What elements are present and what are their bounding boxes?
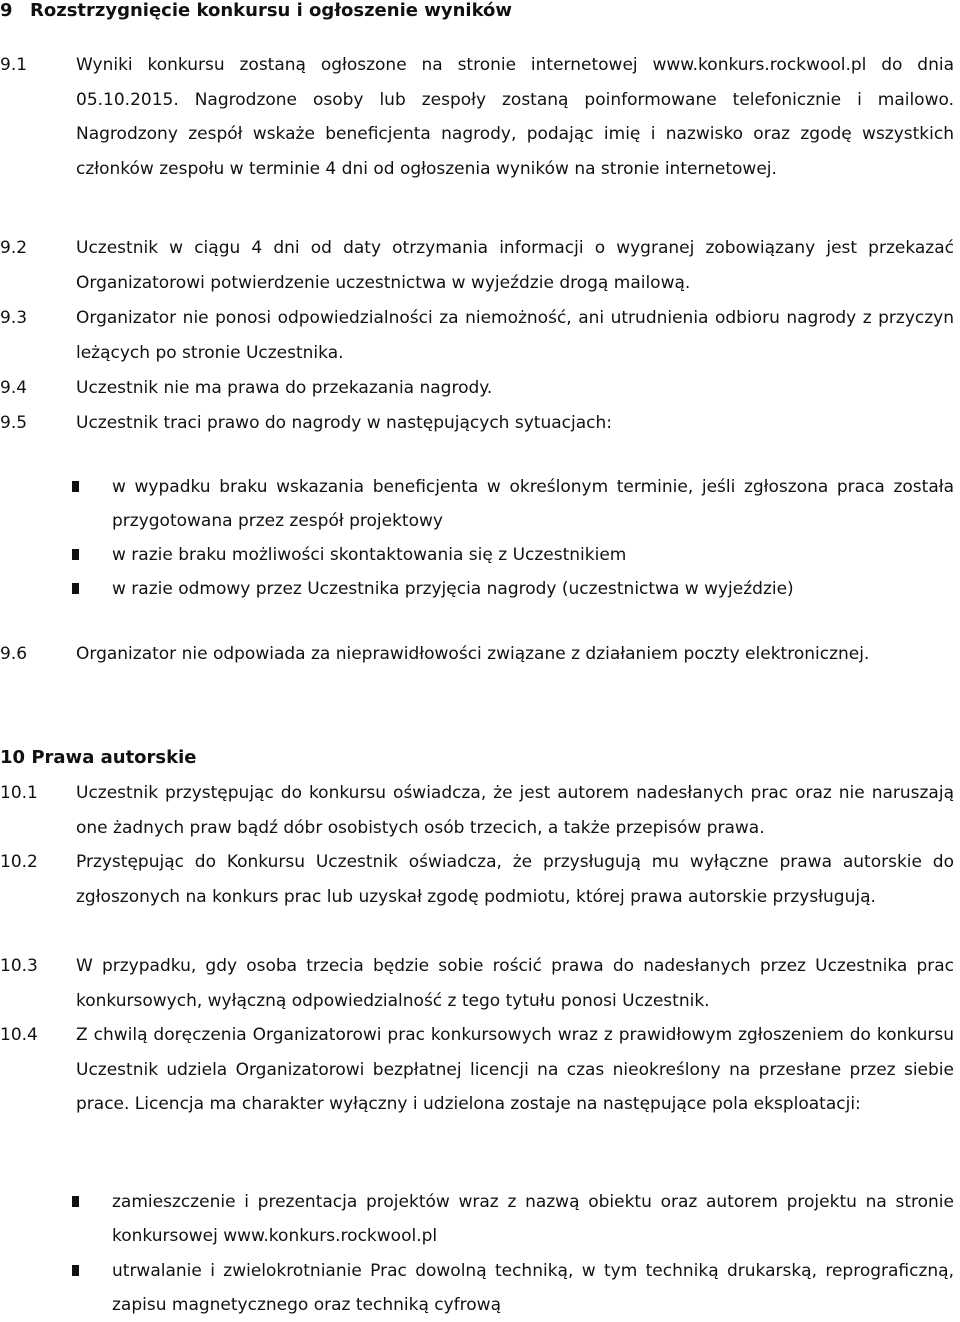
- square-bullet-icon: [72, 583, 79, 594]
- section-title: Prawa autorskie: [31, 747, 197, 768]
- paragraph-number: 9.2: [0, 238, 28, 258]
- bullet-item: [0, 1185, 954, 1253]
- paragraph-9-2: [0, 231, 954, 300]
- square-bullet-icon: [72, 481, 79, 492]
- paragraph-number: 9.1: [0, 55, 28, 75]
- section-heading-10: [0, 747, 196, 768]
- paragraph-number: 9.6: [0, 644, 28, 664]
- paragraph-number: 10.1: [0, 783, 38, 803]
- bullet-text: zamieszczenie i prezentacja projektów wraz z nazwą obiektu oraz autorem projektu na stronie konkursowej www.konkurs.rockwool.pl: [112, 1192, 954, 1246]
- paragraph-number: 10.4: [0, 1025, 38, 1045]
- paragraph-text: Wyniki konkursu zostaną ogłoszone na stronie internetowej www.konkurs.rockwool.pl do dnia 05.10.2015. Nagrodzone osoby lub zespoły zostaną poinformowane telefonicznie i mailowo. Nagrodzony zespół wskaże beneficjenta nagrody, podając imię i nazwisko oraz zgodę wszystkich członków zespołu w terminie 4 dni od ogłoszenia wyników na stronie internetowej.: [76, 55, 954, 179]
- bullet-item: [0, 470, 954, 538]
- square-bullet-icon: [72, 1196, 79, 1207]
- section-number: 9: [0, 0, 13, 21]
- paragraph-number: 9.3: [0, 308, 28, 328]
- paragraph-text: Uczestnik nie ma prawa do przekazania nagrody.: [76, 378, 493, 398]
- paragraph-text: W przypadku, gdy osoba trzecia będzie sobie rościć prawa do nadesłanych przez Uczestnika prac konkursowych, wyłączną odpowiedzialność z tego tytułu ponosi Uczestnik.: [76, 956, 954, 1011]
- bullet-item: [0, 572, 954, 606]
- paragraph-text: Uczestnik w ciągu 4 dni od daty otrzymania informacji o wygranej zobowiązany jest przekazać Organizatorowi potwierdzenie uczestnictwa w wyjeździe drogą mailową.: [76, 238, 954, 293]
- bullet-text: w razie odmowy przez Uczestnika przyjęcia nagrody (uczestnictwa w wyjeździe): [112, 579, 794, 599]
- paragraph-text: Z chwilą doręczenia Organizatorowi prac konkursowych wraz z prawidłowym zgłoszeniem do konkursu Uczestnik udziela Organizatorowi bezpłatnej licencji na czas nieokreślony na przesłane przez siebie prace. Licencja ma charakter wyłączny i udzielona zostaje na następujące pola eksploatacji:: [76, 1025, 954, 1114]
- paragraph-10-2: [0, 845, 954, 914]
- square-bullet-icon: [72, 1265, 79, 1276]
- square-bullet-icon: [72, 549, 79, 560]
- section-heading-9: [0, 0, 512, 21]
- bullet-text: w wypadku braku wskazania beneficjenta w określonym terminie, jeśli zgłoszona praca została przygotowana przez zespół projektowy: [112, 477, 954, 531]
- paragraph-9-5: [0, 406, 954, 441]
- paragraph-9-4: [0, 371, 954, 406]
- paragraph-number: 9.4: [0, 378, 28, 398]
- paragraph-text: Uczestnik traci prawo do nagrody w następujących sytuacjach:: [76, 413, 612, 433]
- paragraph-9-3: [0, 301, 954, 370]
- paragraph-text: Organizator nie odpowiada za nieprawidłowości związane z działaniem poczty elektronicznej.: [76, 644, 870, 664]
- bullet-item: [0, 1254, 954, 1322]
- bullet-item: [0, 538, 954, 572]
- paragraph-text: Organizator nie ponosi odpowiedzialności za niemożność, ani utrudnienia odbioru nagrody z przyczyn leżących po stronie Uczestnika.: [76, 308, 954, 363]
- paragraph-9-6: [0, 637, 954, 672]
- section-title: Rozstrzygnięcie konkursu i ogłoszenie wyników: [30, 0, 513, 21]
- paragraph-9-1: [0, 48, 954, 186]
- paragraph-number: 10.3: [0, 956, 38, 976]
- paragraph-10-1: [0, 776, 954, 845]
- paragraph-number: 9.5: [0, 413, 28, 433]
- paragraph-text: Uczestnik przystępując do konkursu oświadcza, że jest autorem nadesłanych prac oraz nie naruszają one żadnych praw bądź dóbr osobistych osób trzecich, a także przepisów prawa.: [76, 783, 954, 838]
- paragraph-number: 10.2: [0, 852, 38, 872]
- bullet-text: utrwalanie i zwielokrotnianie Prac dowolną techniką, w tym techniką drukarską, reprograficzną, zapisu magnetycznego oraz techniką cyfrową: [112, 1261, 954, 1315]
- paragraph-10-3: [0, 949, 954, 1018]
- paragraph-10-4: [0, 1018, 954, 1122]
- paragraph-text: Przystępując do Konkursu Uczestnik oświadcza, że przysługują mu wyłączne prawa autorskie do zgłoszonych na konkurs prac lub uzyskał zgodę podmiotu, której prawa autorskie przysługują.: [76, 852, 954, 907]
- bullet-text: w razie braku możliwości skontaktowania się z Uczestnikiem: [112, 545, 627, 565]
- section-number: 10: [0, 747, 26, 768]
